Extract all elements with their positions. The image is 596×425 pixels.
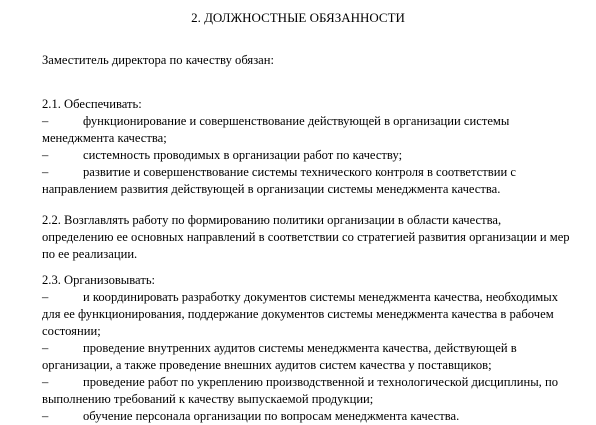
list-item: [42, 147, 578, 164]
list-item-text: проведение внутренних аудитов системы менеджмента качества, действующей в: [83, 341, 517, 355]
section-2-1-title: 2.1. Обеспечивать:: [42, 97, 142, 111]
list-item-text: развитие и совершенствование системы технического контроля в соответствии с: [83, 165, 516, 179]
list-item: [42, 374, 578, 408]
section-2-1: [42, 96, 578, 198]
list-item: [42, 340, 578, 374]
list-item-text: системность проводимых в организации работ по качеству;: [83, 148, 403, 162]
section-2-2-line: по ее реализации.: [42, 247, 138, 261]
list-item-text: и координировать разработку документов системы менеджмента качества, необходимых: [83, 290, 559, 304]
section-2-3: [42, 272, 578, 425]
list-item: [42, 113, 578, 147]
list-item-text: функционирование и совершенствование действующей в организации системы: [83, 114, 510, 128]
list-item-text: проведение работ по укреплению производственной и технологической дисциплины, по: [83, 375, 559, 389]
dash-bullet: –: [42, 409, 49, 423]
list-item-continuation: направлением развития действующей в организации системы менеджмента качества.: [42, 182, 501, 196]
section-2-2: [42, 212, 578, 263]
list-item: [42, 408, 578, 425]
intro-paragraph: Заместитель директора по качеству обязан:: [42, 53, 275, 67]
dash-bullet: –: [42, 165, 49, 179]
dash-bullet: –: [42, 290, 49, 304]
list-item: [42, 164, 578, 198]
section-heading: 2. ДОЛЖНОСТНЫЕ ОБЯЗАННОСТИ: [191, 10, 405, 25]
list-item: [42, 289, 578, 340]
list-item-continuation: выполнению требований к качеству выпускаемой продукции;: [42, 392, 374, 406]
section-2-3-title: 2.3. Организовывать:: [42, 273, 156, 287]
list-item-text: обучение персонала организации по вопросам менеджмента качества.: [83, 409, 460, 423]
section-2-2-line: 2.2. Возглавлять работу по формированию политики организации в области качества,: [42, 213, 502, 227]
dash-bullet: –: [42, 375, 49, 389]
section-2-3-list: [42, 289, 578, 425]
dash-bullet: –: [42, 114, 49, 128]
section-2-1-list: [42, 113, 578, 198]
dash-bullet: –: [42, 341, 49, 355]
dash-bullet: –: [42, 148, 49, 162]
list-item-continuation: менеджмента качества;: [42, 131, 167, 145]
list-item-continuation: состоянии;: [42, 324, 101, 338]
section-2-2-line: определению ее основных направлений в соответствии со стратегией развития организации и мер: [42, 230, 570, 244]
list-item-continuation: организации, а также проведение внешних аудитов систем качества у поставщиков;: [42, 358, 492, 372]
list-item-continuation: для ее функционирования, поддержание документов системы менеджмента качества в рабочем: [42, 307, 554, 321]
